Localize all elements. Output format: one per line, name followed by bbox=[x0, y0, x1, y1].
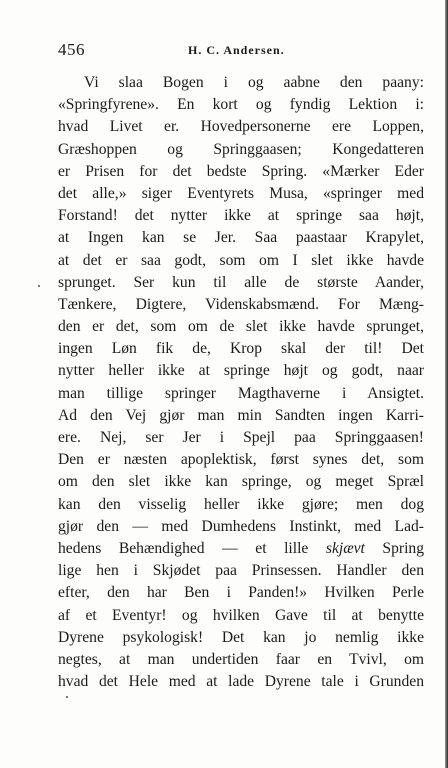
text-line bbox=[58, 94, 424, 116]
text-line bbox=[58, 294, 424, 316]
text-line bbox=[58, 582, 424, 604]
text-segment: at Ingen kan se Jer. Saa paastaar Krapylet, bbox=[58, 229, 424, 247]
text-line bbox=[58, 272, 424, 294]
text-line bbox=[58, 405, 424, 427]
text-line bbox=[58, 449, 424, 471]
text-segment: negtes, at man undertiden faar en Tvivl, om bbox=[58, 650, 424, 668]
text-segment: sprunget. Ser kun til alle de største Aander, bbox=[58, 273, 424, 291]
text-line bbox=[58, 560, 424, 582]
text-segment: om den slet ikke kan springe, og meget Spræl bbox=[58, 473, 424, 491]
text-segment: hvad Livet er. Hovedpersonerne ere Loppen, bbox=[58, 118, 424, 136]
text-segment: Den er næsten apoplektisk, først synes det, som bbox=[58, 451, 424, 469]
text-line bbox=[58, 671, 424, 693]
page-number: 456 bbox=[58, 40, 85, 59]
text-line bbox=[58, 627, 424, 649]
text-line bbox=[58, 316, 424, 338]
text-line bbox=[58, 161, 424, 183]
text-line bbox=[58, 338, 424, 360]
text-line bbox=[58, 383, 424, 405]
text-segment: det alle,» siger Eventyrets Musa, «springer med bbox=[58, 184, 424, 202]
text-line bbox=[58, 139, 424, 161]
italic-word: skjævt bbox=[325, 539, 365, 557]
text-segment: Vi slaa Bogen i og aabne den paany: bbox=[84, 74, 424, 91]
body-text bbox=[58, 72, 424, 693]
text-segment: kan den visselig heller ikke gjøre; men dog bbox=[58, 495, 424, 513]
running-head: H. C. Andersen. bbox=[188, 43, 285, 57]
text-line bbox=[58, 360, 424, 382]
text-segment: ingen Løn fik de, Krop skal der til! Det bbox=[58, 340, 424, 358]
text-line bbox=[58, 205, 424, 227]
text-segment: hvad det Hele med at lade Dyrene tale i Grunden bbox=[58, 673, 424, 691]
text-line bbox=[58, 649, 424, 671]
text-line bbox=[58, 183, 424, 205]
text-segment: Spring bbox=[364, 539, 424, 557]
text-segment: Ad den Vej gjør man min Sandten ingen Karri- bbox=[58, 406, 424, 424]
text-segment: lige hen i Skjødet paa Prinsessen. Handler den bbox=[58, 562, 424, 580]
text-segment: gjør den — med Dumhedens Instinkt, med Lad- bbox=[58, 517, 424, 535]
text-line bbox=[58, 72, 424, 94]
text-line bbox=[58, 471, 424, 493]
text-segment: «Springfyrene». En kort og fyndig Lektion i: bbox=[58, 96, 424, 114]
text-segment: er Prisen for det bedste Spring. «Mærker Eder bbox=[58, 162, 424, 180]
text-line bbox=[58, 116, 424, 138]
text-line bbox=[58, 427, 424, 449]
text-line bbox=[58, 227, 424, 249]
text-segment: af et Eventyr! og hvilken Gave til at benytte bbox=[58, 606, 424, 624]
text-line bbox=[58, 494, 424, 516]
text-segment: den er det, som om de slet ikke havde sprunget, bbox=[58, 318, 424, 336]
text-segment: nytter heller ikke at springe højt og godt, naar bbox=[58, 362, 424, 380]
text-segment: ere. Nej, ser Jer i Spejl paa Springgaasen! bbox=[58, 429, 424, 446]
text-segment: Tænkere, Digtere, Videnskabsmænd. For Mæng- bbox=[58, 295, 424, 313]
text-segment: efter, den har Ben i Panden!» Hvilken Perle bbox=[58, 584, 424, 602]
text-segment: Dyrene psykologisk! Det kan jo nemlig ikke bbox=[58, 628, 424, 646]
text-line bbox=[58, 605, 424, 627]
stray-mark bbox=[38, 285, 40, 287]
text-segment: at det er saa godt, som om I slet ikke havde bbox=[58, 251, 424, 269]
text-line bbox=[58, 538, 424, 560]
text-segment: man tillige springer Magthaverne i Ansigtet. bbox=[58, 384, 424, 402]
text-line bbox=[58, 250, 424, 272]
text-segment: Forstand! det nytter ikke at springe saa højt, bbox=[58, 207, 424, 225]
stray-mark bbox=[66, 696, 68, 698]
text-segment: Græshoppen og Springgaasen; Kongedatteren bbox=[58, 140, 424, 158]
text-line bbox=[58, 516, 424, 538]
page-header bbox=[58, 40, 418, 62]
text-segment: hedens Behændighed — et lille bbox=[58, 539, 326, 557]
